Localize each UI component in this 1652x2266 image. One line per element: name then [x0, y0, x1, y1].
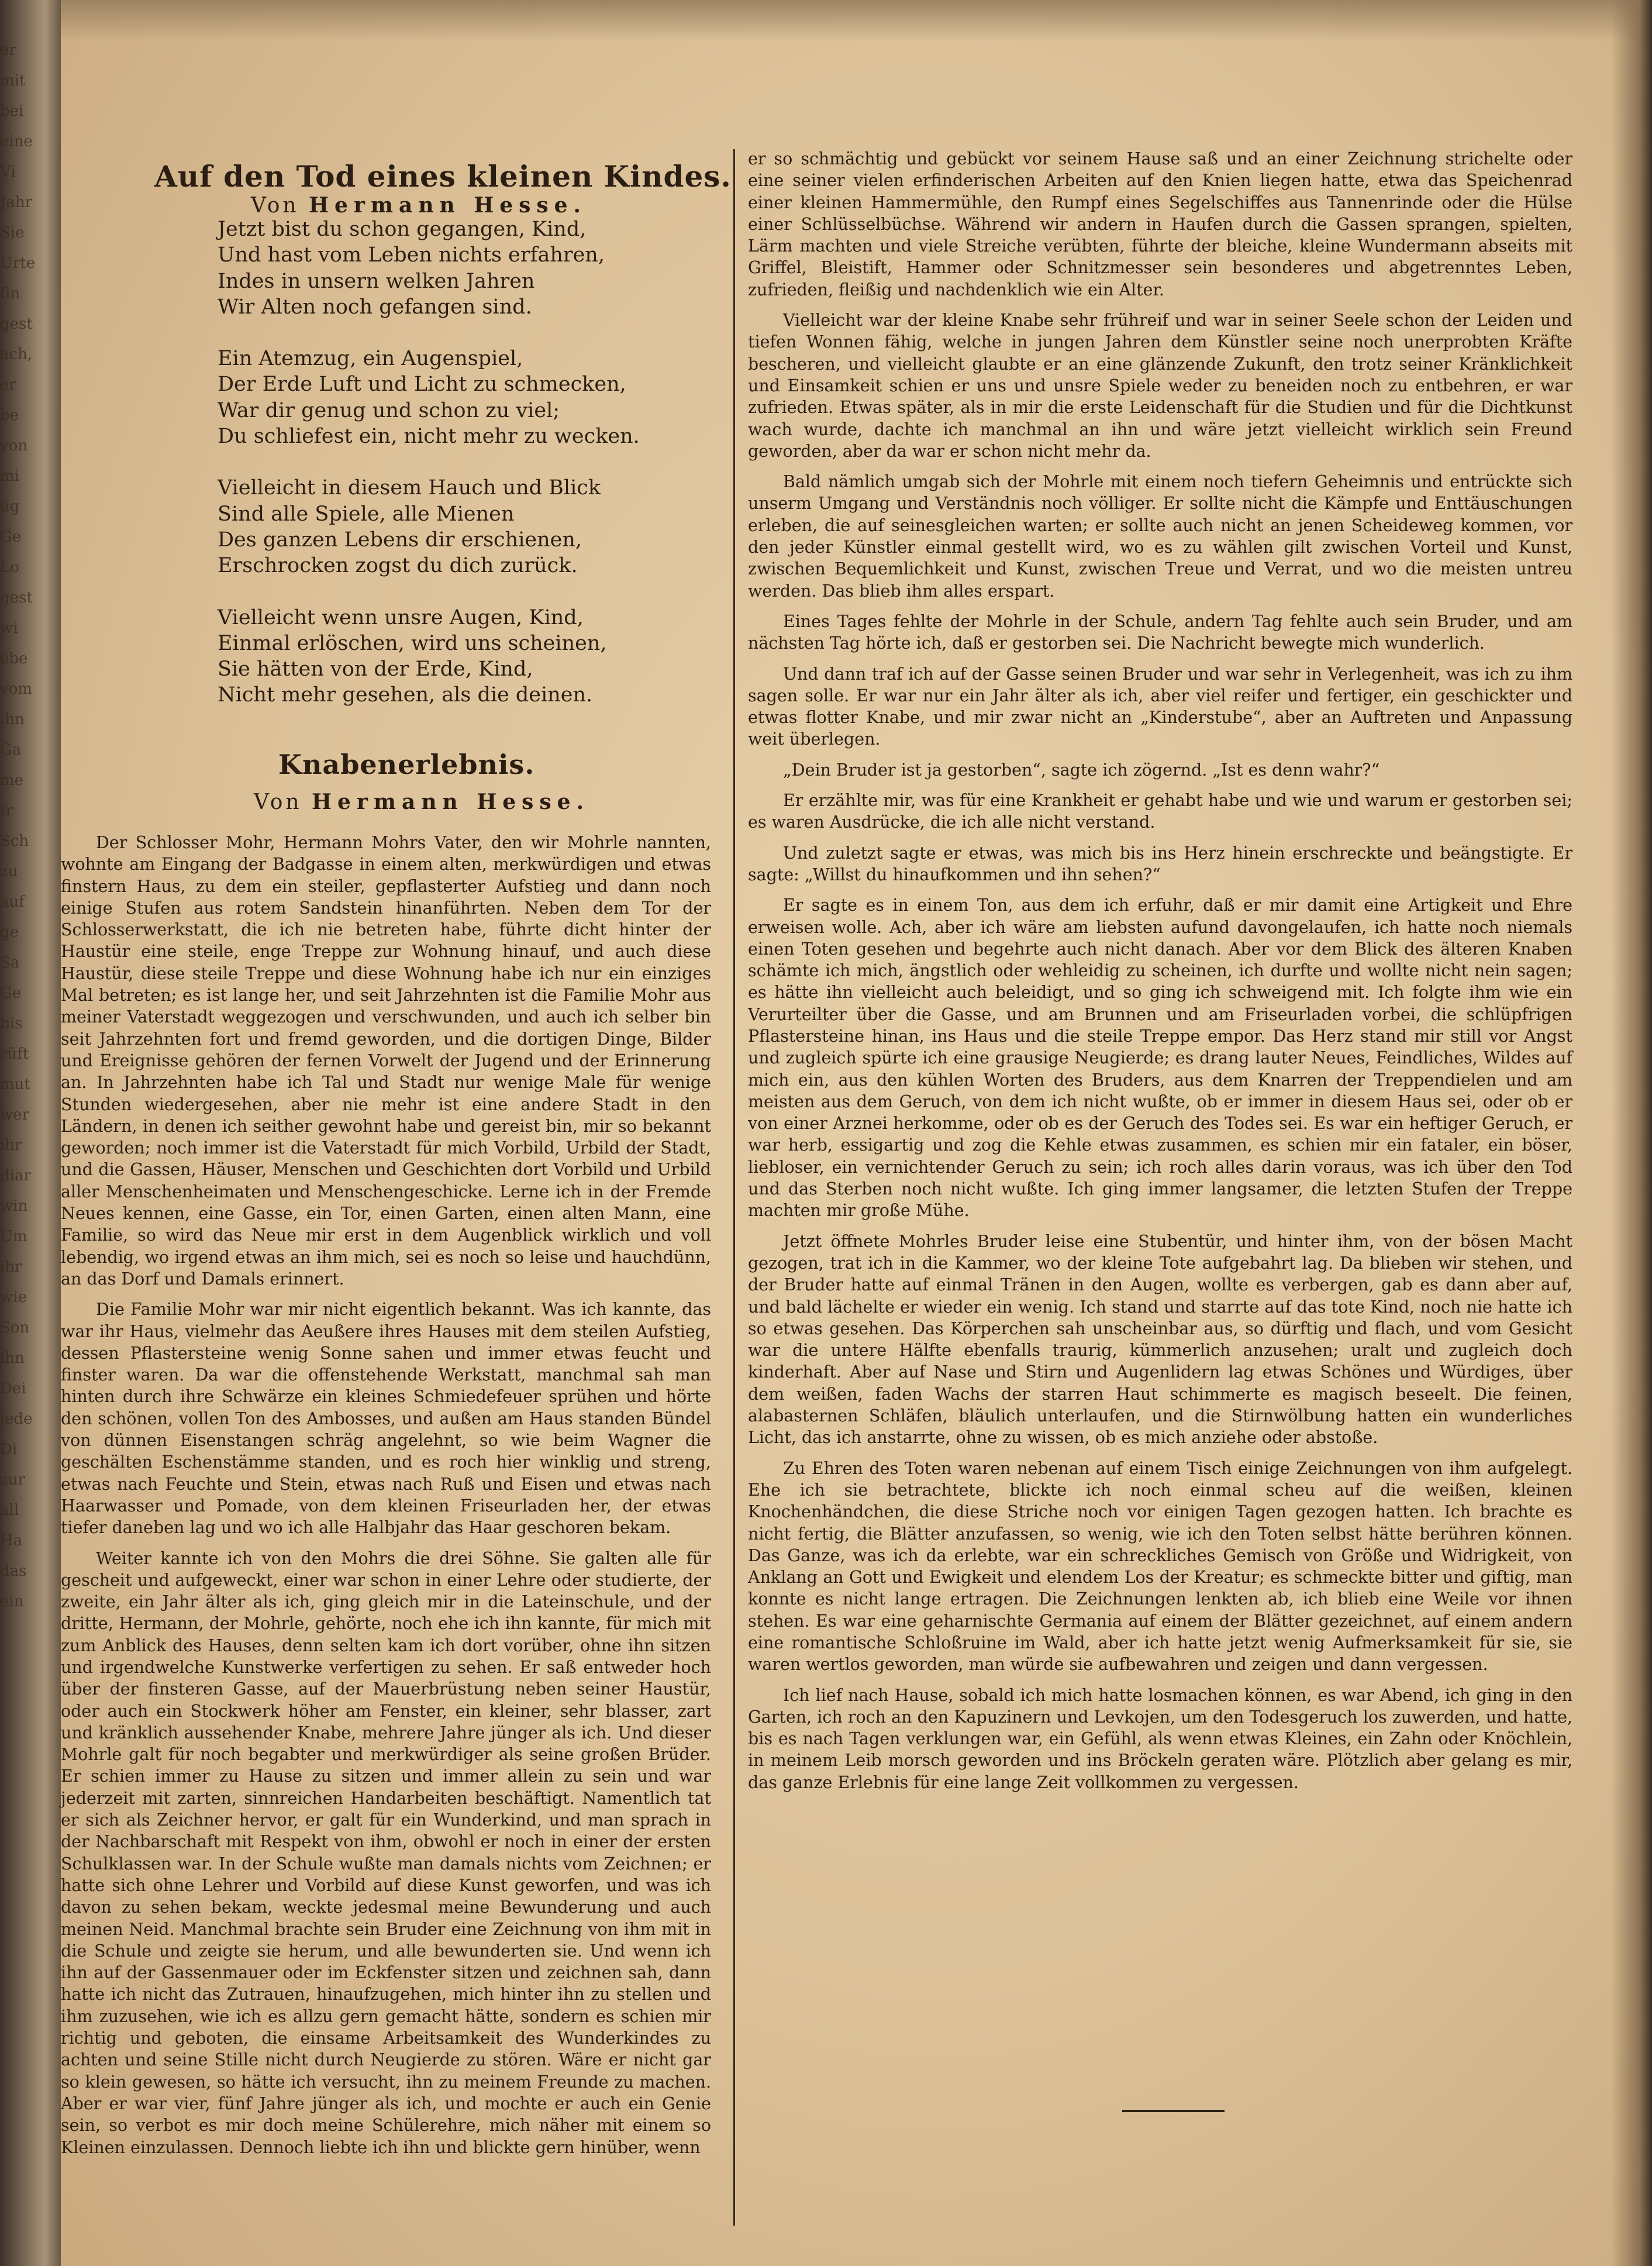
story-paragraph: Bald nämlich umgab sich der Mohrle mit einem noch tiefern Geheimnis und entrückte sich unserm Umgang und Verständnis noch völliger. Er sollte nicht die Kämpfe und Enttäuschungen erleben, die auf seinesgleichen warten; er sollte auch nicht an jenen Scheideweg kommen, vor den jeder Künstler einmal gestellt wird, wo es zu wählen gilt zwischen Vorteil und Kunst, zwischen Bequemlichkeit und Kunst, zwischen Treue und Verrat, und wo die meisten untreu werden. Das blieb ihm alles erspart.: [748, 472, 1572, 601]
prev-page-fragment: mit: [0, 72, 26, 89]
prev-page-fragment: ein: [0, 1593, 24, 1610]
prev-page-fragment: Sie: [0, 224, 25, 242]
story-paragraph: Vielleicht war der kleine Knabe sehr frühreif und war in seiner Seele schon der Leiden und tiefen Wonnen fähig, welche in jungen Jahren dem Künstler seine noch unerprobten Kräfte bescheren, und vielleicht glaubte er an eine glänzende Zukunft, den trotz seiner Kränklichkeit und Einsamkeit schien er uns und unsre Spiele weder zu beneiden noch zu entbehren, er war zufrieden. Etwas später, als in mir die erste Leidenschaft für die Studien und für die Dichtkunst wach wurde, dachte ich manchmal an ihn und wäre jetzt vielleicht wirklich sein Freund geworden, aber da war er schon nicht mehr da.: [748, 311, 1572, 461]
prev-page-fragment: Ge: [0, 984, 22, 1002]
prev-page-fragment: gest: [0, 589, 33, 607]
story-author-prefix: Von: [254, 790, 302, 814]
prev-page-fragment: wi: [0, 619, 18, 637]
poem-byline: [251, 193, 587, 218]
prev-page-fragment: fr: [0, 802, 13, 819]
story-paragraph: er so schmächtig und gebückt vor seinem Hause saß und an einer Zeichnung strichelte oder eine seiner vielen erfinderischen Arbeiten auf den Knien liegen hatte, etwa das Speichenrad einer kleinen Hammermühle, den Rumpf eines Segelschiffes aus Tannenrinde oder die Hülse einer Schlüsselbüchse. Während wir andern in Haufen durch die Gassen sprangen, spielten, Lärm machten und viele Streiche verübten, führte der bleiche, kleine Wundermann abseits mit Griffel, Bleistift, Hammer oder Schnitzmesser sein besonderes und abgetrenntes Leben, zufrieden, fleißig und nachdenklich wie ein Alter.: [748, 149, 1572, 299]
prev-page-fragment: gest: [0, 315, 33, 333]
story-text-right: [748, 148, 1572, 1802]
story-paragraph: „Dein Bruder ist ja gestorben“, sagte ich zögernd. „Ist es denn wahr?“: [783, 760, 1380, 780]
prev-page-fragment: vom: [0, 680, 32, 698]
story-byline: [254, 790, 589, 814]
prev-page-fragment: Ga: [0, 741, 22, 759]
poem-line: Einmal erlöschen, wird uns scheinen,: [218, 631, 607, 655]
prev-page-fragment: me: [0, 772, 24, 789]
prev-page-fragment: rüft: [0, 1045, 29, 1063]
prev-page-fragment: mut: [0, 1076, 30, 1093]
story-paragraph: Jetzt öffnete Mohrles Bruder leise eine Stubentür, und hinter ihm, von der bösen Macht gezogen, trat ich in die Kammer, wo der kleine Tote aufgebahrt lag. Da blieben wir stehen, und der Bruder hatte auf einmal Tränen in den Augen, wollte es verbergen, gab es dann aber auf, und bald lächelte er wieder ein wenig. Ich stand und starrte auf das tote Kind, noch nie hatte ich so etwas gesehen. Das Körperchen sah unscheinbar aus, so dürftig und flach, und vom Gesicht war die untere Hälfte ebenfalls traurig, kümmerlich anzusehen; uralt und zugleich doch kinderhaft. Aber auf Nase und Stirn und Augenlidern lag etwas Schönes und Würdiges, über dem weißen, faden Wachs der starren Haut schimmerte es magisch beseelt. Die feinen, alabasternen Schläfen, bläulich unterlaufen, und die Stirnwölbung hatten ein wunderliches Licht, das ich anstarrte, ohne zu wissen, ob es mich anziehe oder abstoße.: [748, 1231, 1572, 1448]
prev-page-fragment: Vi: [0, 163, 16, 181]
prev-page-fragment: Sch: [0, 832, 29, 850]
prev-page-fragment: er: [0, 42, 16, 59]
poem-stanza: [218, 475, 650, 578]
prev-page-fragment: Urte: [0, 254, 36, 272]
poem-line: Jetzt bist du schon gegangen, Kind,: [218, 218, 587, 241]
prev-page-fragment: jede: [0, 1410, 33, 1428]
prev-page-fragment: auf: [0, 893, 25, 911]
story-author-name: Hermann Hesse.: [312, 790, 590, 814]
prev-page-fragment: er: [0, 376, 16, 394]
prev-page-fragment: ihr: [0, 1258, 22, 1276]
poem-line: Indes in unsern welken Jahren: [218, 269, 535, 293]
story-paragraph: Und dann traf ich auf der Gasse seinen Bruder und war sehr in Verlegenheit, was ich zu ihm sagen solle. Er war nur ein Jahr älter als ich, aber viel reifer und fertiger, ein geschickter und etwas flotter Knabe, und mir zwar nicht an „Kinderstube“, aber an Auftreten und Anpassung weit überlegen.: [748, 664, 1572, 749]
prev-page-fragment: Son: [0, 1319, 30, 1337]
poem-body: [218, 216, 650, 734]
prev-page-fragment: Ge: [0, 528, 22, 546]
poem-stanza: [218, 346, 650, 449]
poem-line: Und hast vom Leben nichts erfahren,: [218, 243, 605, 267]
prev-page-fragment: wie: [0, 1289, 27, 1306]
poem-line: Des ganzen Lebens dir erschienen,: [218, 528, 582, 552]
story-paragraph: Der Schlosser Mohr, Hermann Mohrs Vater, den wir Mohrle nannten, wohnte am Eingang der Badgasse in einem alten, merkwürdigen und etwas finstern Haus, zu dem ein steiler, gepflasterter Aufstieg und dann noch einige Stufen aus rotem Sandstein hinanführten. Neben dem Tor der Schlosserwerkstatt, die ich nie betreten habe, führte dicht hinter der Haustür eine steile, enge Treppe zur Wohnung hinauf, und auch diese Haustür, diese steile Treppe und diese Wohnung habe ich nur ein einziges Mal betreten; es ist lange her, und seit Jahrzehnten ist die Familie Mohr aus meiner Vaterstadt weggezogen und verschwunden, und auch ich selber bin seit Jahrzehnten fort und fremd geworden, und die dortigen Dinge, Bilder und Ereignisse gehören der fernen Vorwelt der Jugend und der Erinnerung an. In Jahrzehnten habe ich Tal und Stadt nur wenige Male für wenige Stunden wiedergesehen, aber nie mehr ist eine andere Stadt in den Ländern, in denen ich seither gewohnt habe und gereist bin, mir so bekannt geworden; noch immer ist die Vaterstadt für mich Vorbild, Urbild der Stadt, und die Gassen, Häuser, Menschen und Geschichten dort Vorbild und Urbild aller Menschenheimaten und Menschengeschicke. Lerne ich in der Fremde Neues kennen, eine Gasse, ein Tor, einen Garten, einen alten Mann, eine Familie, so wird das Neue mir erst in dem Augenblick wirklich und voll lebendig, wo irgend etwas an ihm mich, sei es noch so leise und hauchdünn, an das Dorf und Damals erinnert.: [61, 833, 711, 1289]
previous-page-edge: [0, 35, 47, 2211]
prev-page-fragment: diar: [0, 1167, 31, 1184]
story-text-left: [61, 832, 711, 2167]
prev-page-fragment: eine: [0, 133, 33, 150]
prev-page-fragment: fin: [0, 285, 20, 302]
poem-stanza: [218, 605, 650, 708]
prev-page-fragment: Um: [0, 1228, 27, 1245]
story-paragraph: Er erzählte mir, was für eine Krankheit er gehabt habe und wie und warum er gestorben sei; es waren Ausdrücke, die ich alle nicht verstand.: [748, 791, 1572, 832]
story-paragraph: Und zuletzt sagte er etwas, was mich bis ins Herz hinein erschreckte und beängstigte. Er sagte: „Willst du hinaufkommen und ihn sehen?“: [748, 843, 1572, 884]
prev-page-fragment: ihr: [0, 1137, 22, 1154]
poem-line: Der Erde Luft und Licht zu schmecken,: [218, 373, 626, 397]
story-paragraph: Ich lief nach Hause, sobald ich mich hatte losmachen können, es war Abend, ich ging in den Garten, ich roch an den Kapuzinern und Levkojen, um den Todesgeruch los zuwerden, und hatte, bis es nach Tagen verklungen war, ein Gefühl, als wenn etwas Kleines, ein Zahn oder Knöchlein, in meinem Leib morsch geworden und ins Bröckeln geraten wäre. Plötzlich aber gelang es mir, das ganze Erlebnis für eine lange Zeit vollkommen zu vergessen.: [748, 1685, 1572, 1792]
prev-page-fragment: bis: [0, 1015, 23, 1032]
story-paragraph: Die Familie Mohr war mir nicht eigentlich bekannt. Was ich kannte, das war ihr Haus, vielmehr das Aeußere ihres Hauses mit dem steilen Aufstieg, dessen Pflastersteine wenig Sonne sahen und immer etwas feucht und finster waren. Da war die offenstehende Werkstatt, manchmal sah man hinten durch ihre Schwärze ein kleines Schmiedefeuer sprühen und hörte den schönen, vollen Ton des Ambosses, und außen am Haus standen Bündel von dünnen Eisenstangen schräg angelehnt, so wie beim Wagner die geschälten Eschenstämme standen, und es roch hier winklig und streng, etwas nach Feuchte und Stein, etwas nach Ruß und Eisen und etwas nach Haarwasser und Pomade, von dem kleinen Friseurladen her, der etwas tiefer daneben lag und wo ich alle Halbjahr das Haar geschoren bekam.: [61, 1300, 711, 1538]
story-paragraph: Weiter kannte ich von den Mohrs die drei Söhne. Sie galten alle für gescheit und aufgeweckt, einer war schon in einer Lehre oder studierte, der zweite, ein Jahr älter als ich, ging gleich mir in die Lateinschule, und der dritte, Hermann, der Mohrle, gehörte, noch ehe ich ihn kannte, für mich mit zum Anblick des Hauses, denn selten kam ich dort vorüber, ohne ihn sitzen und irgendwelche Kunstwerke verfertigen zu sehen. Er saß entweder hoch über der finsteren Gasse, auf der Mauerbrüstung neben seiner Haustür, oder auch ein Stockwerk höher am Fenster, ein kleiner, sehr blasser, zart und kränklich aussehender Knabe, mehrere Jahre jünger als ich. Und dieser Mohrle galt für noch begabter und merkwürdiger als seine großen Brüder. Er schien immer zu Hause zu sitzen und immer allein zu sein und war jederzeit mit zarten, sinnreichen Handarbeiten beschäftigt. Namentlich tat er sich als Zeichner hervor, er galt für ein Wunderkind, und man sprach in der Nachbarschaft mit Respekt von ihm, obwohl er noch in einer der ersten Schulklassen war. In der Schule wußte man damals nichts vom Zeichnen; er hatte sich ohne Lehrer und Vorbild auf diese Kunst geworfen, und was ich davon zu sehen bekam, weckte jedesmal meine Bewunderung und auch meinen Neid. Manchmal brachte sein Bruder eine Zeichnung von ihm mit in die Schule und zeigte sie herum, und alle bewunderten sie. Und wenn ich ihn auf der Gassenmauer oder im Eckfenster sitzen und zeichnen sah, dann hatte ich nicht das Zutrauen, hinaufzugehen, mich hinter ihn zu stellen und ihm zuzusehen, wie ich es allzu gern gemacht hätte, sondern es schien mir richtig und geboten, die einsame Arbeitsamkeit des Wunderkindes zu achten und seine Stille nicht durch Neugierde zu stören. Wäre er nicht gar so klein gewesen, so hätte ich versucht, ihn zu meinem Freunde zu machen. Aber er war vier, fünf Jahre jünger als ich, und mochte er auch ein Genie sein, so verbot es mir doch meine Schülerehre, mich näher mit einem so Kleinen einzulassen. Dennoch liebte ich ihn und blickte gern hinüber, wenn: [61, 1548, 711, 2157]
prev-page-fragment: Lo: [0, 559, 19, 576]
prev-page-fragment: ihn: [0, 711, 25, 728]
prev-page-fragment: das: [0, 1562, 27, 1580]
poem-line: Sind alle Spiele, alle Mienen: [218, 502, 515, 526]
prev-page-fragment: zur: [0, 1471, 25, 1489]
poem-line: Ein Atemzug, ein Augenspiel,: [218, 347, 523, 371]
poem-line: War dir genug und schon zu viel;: [218, 398, 560, 422]
poem-line: Vielleicht wenn unsre Augen, Kind,: [218, 605, 584, 629]
prev-page-fragment: mi: [0, 467, 19, 485]
prev-page-fragment: ug: [0, 498, 20, 515]
poem-line: Erschrocken zogst du dich zurück.: [218, 554, 578, 578]
poem-author-name: Hermann Hesse.: [309, 193, 587, 218]
prev-page-fragment: bei: [0, 102, 24, 120]
prev-page-fragment: ge: [0, 924, 19, 941]
poem-line: Du schliefest ein, nicht mehr zu wecken.: [218, 425, 640, 449]
prev-page-fragment: ihn: [0, 1349, 25, 1367]
poem-line: Nicht mehr gesehen, als die deinen.: [218, 683, 593, 707]
story-paragraph: Eines Tages fehlte der Mohrle in der Schule, andern Tag fehlte auch sein Bruder, und am nächsten Tag hörte ich, daß er gestorben sei. Die Nachricht bewegte mich wunderlich.: [748, 611, 1572, 653]
poem-title: Auf den Tod eines kleinen Kindes.: [154, 159, 732, 194]
story-title: Knabenerlebnis.: [278, 749, 535, 780]
prev-page-fragment: wer: [0, 1106, 30, 1124]
poem-line: Wir Alten noch gefangen sind.: [218, 295, 532, 319]
prev-page-fragment: von: [0, 437, 28, 454]
prev-page-fragment: Jahr: [0, 194, 33, 211]
newspaper-page: [61, 0, 1652, 2266]
prev-page-fragment: zu: [0, 863, 18, 880]
column-rule: [733, 149, 735, 2226]
prev-page-fragment: Ha: [0, 1532, 23, 1549]
prev-page-fragment: be: [0, 407, 19, 424]
prev-page-fragment: ach,: [0, 346, 33, 363]
poem-stanza: [218, 216, 650, 320]
end-rule: [1122, 2110, 1225, 2112]
story-paragraph: Zu Ehren des Toten waren nebenan auf einem Tisch einige Zeichnungen von ihm aufgelegt. Ehe ich sie betrachtete, blickte ich noch einmal scheu auf die weißen, kleinen Knochenhändchen, die diese Striche noch vor einigen Tagen gezogen hatten. Ich brachte es nicht fertig, die Blätter anzufassen, so wenig, wie ich den Toten selbst hätte berühren können. Das Ganze, was ich da erlebte, war ein schreckliches Gemisch von Größe und Widrigkeit, von Anklang an Gott und Ewigkeit und elendem Los der Kreatur; es schmeckte bitter und giftig, man konnte es nicht lange ertragen. Die Zeichnungen lenkten ab, ich blieb eine Weile vor ihnen stehen. Es war eine geharnischte Germania auf einem der Blätter gezeichnet, auf einem andern eine romantische Schloßruine im Wald, aber ich hatte jetzt wenig Aufmerksamkeit für sie, sie waren wertlos geworden, man würde sie aufbewahren und zeigen und dann vergessen.: [748, 1458, 1572, 1675]
page-shadow-top: [61, 0, 1652, 41]
story-paragraph: Er sagte es in einem Ton, aus dem ich erfuhr, daß er mir damit eine Artigkeit und Ehre erweisen wolle. Ach, aber ich wäre am liebsten aufund davongelaufen, ich hatte noch niemals einen Toten gesehen und begehrte auch nicht danach. Aber vor dem Blick des älteren Knaben schämte ich mich, ängstlich oder wehleidig zu scheinen, ich durfte und wollte nicht nein sagen; es hätte ihn vielleicht auch beleidigt, und so ging ich schweigend mit. Ich folgte ihm wie ein Verurteilter über die Gasse, und am Brunnen und am Friseurladen vorbei, die schlüpfrigen Pflastersteine hinan, ins Haus und die steile Treppe empor. Das Herz stand mir still vor Angst und zugleich spürte ich eine grausige Neugierde; es drang lauter Neues, Feindliches, Wildes auf mich ein, aus den kühlen Worten des Bruders, aus dem Knarren der Treppendielen und am meisten aus dem Geruch, von dem ich nicht wußte, ob er immer in diesem Haus sei, oder ob er von einer Arznei herkomme, oder ob es der Geruch des Todes sei. Es war ein heftiger Geruch, er war herb, essigartig und zog die Kehle etwas zusammen, es schien mir ein fataler, ein böser, liebloser, ein vernichtender Geruch zu sein; ich roch alles darin voraus, was ich über den Tod und das Sterben noch nicht wußte. Ich ging immer langsamer, die letzten Stufen der Treppe machten mir große Mühe.: [748, 896, 1572, 1221]
prev-page-fragment: Sa: [0, 954, 20, 972]
poem-line: Vielleicht in diesem Hauch und Blick: [218, 476, 601, 500]
prev-page-fragment: Dei: [0, 1380, 26, 1397]
page-shadow-right: [1611, 0, 1652, 2266]
prev-page-fragment: Di: [0, 1441, 18, 1458]
poem-author-prefix: Von: [251, 194, 299, 218]
prev-page-fragment: win: [0, 1197, 28, 1215]
prev-page-fragment: ebe: [0, 650, 28, 667]
poem-line: Sie hätten von der Erde, Kind,: [218, 657, 533, 681]
prev-page-fragment: all: [0, 1502, 19, 1519]
